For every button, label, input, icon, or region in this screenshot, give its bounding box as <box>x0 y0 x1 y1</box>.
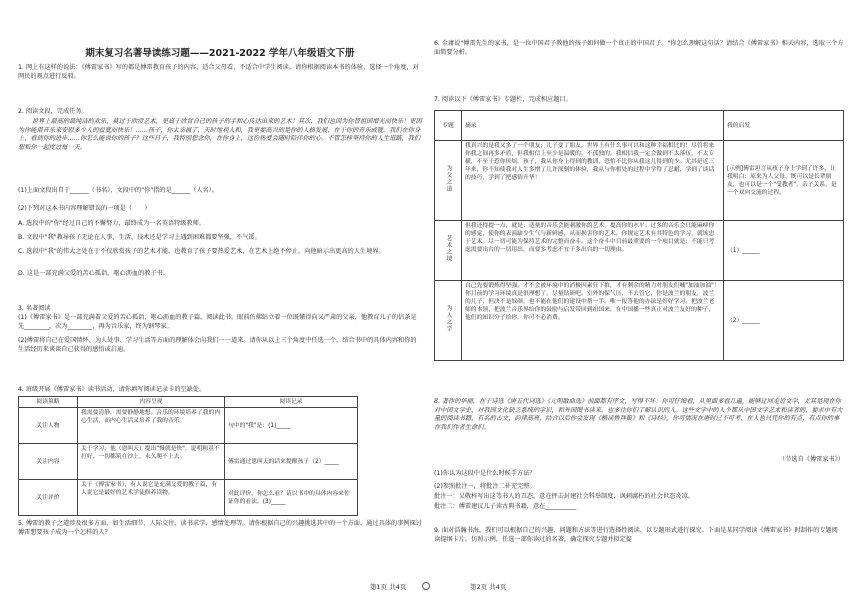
question-7-stem: 7. 阅读以下《傅雷家书》专题栏，完成相应题目。 <box>434 96 572 103</box>
page-number-left: 第1页 共4页 <box>370 583 407 591</box>
table-cell[interactable]: 对此评价，你怎么看？请以书中的具体内容来佐证你的看法。(3)_____ <box>225 480 358 516</box>
page-2 <box>430 0 854 608</box>
question-8-passage: 8. 著作的华丽，在于诗选《唐五代词选》《元明散曲选》前面都有序文，写得不坏：你可仔细看，从里面多看几遍，能够迂回走近文学，尤其是现在你对中国文学史，对我国文化缺乏系统的学识，和外国图书读来，也多往你们了解认识的人。这些文学中的人个都从中国文学艺术和读者的，要求中有大量的阅读书籍，有名的古文，韵律高亮，结合以后你会发现《楷读鲁拜集》和《诗经》，你可情况在唐时已不可考，在人也只凭你的有点，有点你的事在我们作者生命们。 <box>434 398 843 431</box>
table-header-row <box>435 111 844 141</box>
table-row <box>19 408 358 444</box>
question-2-option-a: A. 选段中的"你"经过自己的不懈努力，最终成为一名英语特级教师。 <box>18 220 205 227</box>
table-cell: 自己先要锻炼得坚强，才不会被环境中的消极因素狂下推，才有剩余的精力对朋友们喊"加油加油"！你目前的学习环境真是很理想了，尽量钻研吧。室外的保气压，不去管它，你是波兰的朋友，波兰的儿子，但决不是奴颜，也不能在他们的建设中帮一手。唯一报答他的办法是好好学习。把波兰老师的本领，把波兰音乐界给你的鼓励与启发带回到祖国来，在中国播一些真正对波兰友好的种子，他们的知识分子给你，你可不必消费。 <box>462 281 724 361</box>
question-2-passage: 世界上最高的最纯洁的欢乐，莫过于欣赏艺术，更高于欣赏自己的孩子的手和心传达出来的艺术！其次，我们也因为你替祖国增光而快乐！更因为你能借音乐来安慰多少人的寂寞而快乐！……孩子，你太幸福了，天时地利人和，我更要高兴的是你的人格发展，在于你的音乐成就。我们在你身上，看到你的进步……你怎么能说你的孩子？这些日子，我特别想念你，在你身上，这份热爱会随时陪伴你的心。不管怎样坚持你的人生道路，我们想和你一起度过每一天。 <box>18 118 422 151</box>
question-2-stem: 2. 阅读文段，完成任务。 <box>18 108 88 115</box>
question-3-stem: 3. 名著阅读 <box>18 305 51 312</box>
table-cell[interactable]: 傅雷通过恩叫天的话来提醒孩子（2）_____ <box>225 444 358 480</box>
table-row <box>435 141 844 221</box>
question-8-note2[interactable]: 批注二：傅雷建议儿子读古典书籍，意在__________ <box>434 503 577 510</box>
page-1 <box>0 0 424 608</box>
table-row <box>435 221 844 281</box>
question-8-note1: 批注一：吴敬梓写出这等书人的丑态，意在抨击封建社会科举制度，讽刺腐朽的社会世态炎凉。 <box>434 493 694 500</box>
topic-label: 为父之道 <box>445 165 451 193</box>
question-9: 9. 面对浩瀚书海，我们可以根据自己的兴趣、问题和方法等进行选择性阅读，以专题形式进行探究。下面是某同学阅读《傅雷家书》时制作的专题阅读提纲卡片。仿照示例，任选一部你读过的名著，确定探究专题并拟定提 <box>434 527 838 543</box>
table-cell: [示例]傅雷坦言从孩子身上学到了许多，让我明白：原来为人父母，既可以是长辈朋友，也可以是一个"受教者"，亲子关系，是一个双向交流的过程。 <box>724 141 844 221</box>
question-3-sub1: (1)《傅雷家书》是一部充满着父爱的苦心孤诣、呕心沥血的教子篇。阅读此书，眼前仿佛站立着一位既懂得向又严肃的父亲，他教育儿子的信条是先________，次为________，再为音乐家，终为钢琴家。 <box>18 314 417 330</box>
question-5: 5. 傅雷的教子之道涉及很多方面，如生活细节、人际交往、读书求学、感情处理等。请你根据自己的兴趣挑选其中的一个方面，通过具体的事例探讨傅雷想要孩子成为一个怎样的人？ <box>18 520 422 536</box>
table-cell: 关注评价 <box>19 480 78 516</box>
topic-label: 为人之学 <box>445 305 451 333</box>
question-1: 1. 网上有这样的说法：《傅雷家书》写的都是傅雷教育孩子的内容，适合父母看，不适合中学生阅读。请你根据阅读本书的体验，选择一个角度，对网民的观点进行反驳。 <box>18 64 419 80</box>
question-2-option-c: C. 选段中"我"的伟大之处在于不仅欣赏孩子的艺术才能，也教育了孩子要热爱艺术，在艺术上绝不停止，向他暗示出更高的人生境界。 <box>18 248 385 255</box>
table-header: 我的启发 <box>724 111 844 141</box>
table-cell: 关于学习，他（恩叫天）提出"慢就是快"，说明粗基不打好，一切都筑在沙上，永久爬不上去。 <box>78 444 225 480</box>
page-number-right: 第2页 共4页 <box>470 583 507 591</box>
question-8-source: （节选自《傅雷家书》） <box>779 456 844 463</box>
question-6: 6. 金庸说"傅雷先生的家书，是一位中国君子教他的孩子如何做一个真正的中国君子。"你怎么理解这句话？请结合《傅雷家书》相关内容，选取三个方面简要分析。 <box>434 40 844 56</box>
table-header: 内容呈现 <box>78 397 225 408</box>
question-8-sub1: (1)你认为这段中是什么时候手方法？ <box>434 470 536 477</box>
binding-hole-icon <box>422 582 430 590</box>
question-3-sub2: (2)傅雷将自己在爱国情怀、为人处事、学习生活等方面的理解体会向我们一一道来。请你从以上三个角度中任选一个，结合书中的具体内容和你的生活经历来谈谈自己获得的感悟或启迪。 <box>18 337 417 353</box>
question-2-option-d: D. 这是一部充满父爱的苦心孤诣，呕心沥血的教子书。 <box>18 270 170 277</box>
reading-record-table <box>18 396 358 516</box>
table-cell: 我真兴的是我又多了一个朋友；儿子变了朋友，世界上有什么事可以和这种幸福相比的！尽管将来你我之间再多矛盾，但我相信上至少是温暖的，不孤独的。我相信我一定会做到不太落伍，不太专横，不至于惹你厌烦。孩子，我从你身上得到的教训，恐怕不比你从我这儿得到的少。尤其是近三年来，你不知使我对人生多增了几许深刻的体验，我从与你相处的过程中学得了忍耐，学到了谈话的技巧，学到了把感情升华！ <box>462 141 724 221</box>
table-header-row <box>19 397 358 408</box>
table-cell[interactable]: （1）______ <box>724 221 844 281</box>
table-cell[interactable]: 句中的"我"是：(1)_____ <box>225 408 358 444</box>
table-cell: 关注人物 <box>19 408 78 444</box>
table-header: 摘录 <box>462 111 724 141</box>
table-row <box>19 444 358 480</box>
question-8-sub2: (2)参照批注一，将批注二补充完整。 <box>434 483 536 490</box>
table-header: 专题 <box>435 111 462 141</box>
question-4-stem: 4. 班级开展《傅雷家书》读书活动，请你填写阅读记录卡的空缺处。 <box>18 386 206 393</box>
question-2-sub1: (1)上面文段出自于______（书名），文段中的"你"指的是______（人名）。 <box>18 187 219 194</box>
topic-table <box>434 110 844 361</box>
question-2-sub2: (2)下列对这本书内容理解错误的一项是（ ） <box>18 205 151 212</box>
table-cell: 关于《傅雷家书》，有人说它是充满父爱的教子篇，有人说它是最好的艺术学徒修养读物。 <box>78 480 225 516</box>
table-row <box>19 480 358 516</box>
page-title: 期末复习名著导读练习题——2021-2022 学年八年级语文下册 <box>85 48 355 59</box>
topic-label: 艺术之境 <box>445 235 451 263</box>
table-row <box>435 281 844 361</box>
table-header: 阅读记录 <box>225 397 358 408</box>
question-2-option-b: B. 文段中"我"教导孩子无论在人事、生活、技术还是学习上遇到困难都要坚强，不气馁。 <box>18 234 261 241</box>
table-cell: 我需要清静，需要静静地想。音乐的环境培养了我的内心生活，而内心生活又培养了我的音乐。 <box>78 408 225 444</box>
table-cell: 但我还得提一点，就是：适量的音乐会能刺激你的艺术，提高你的水平；过多的音乐会只能麻痹你的感觉，使你的表演缺少生气与新鲜感，从而损害你的艺术。你规定艺术有其特色的学习，就该忠于艺术。尽一切可能为保持艺术的完整而奋斗。这个奋斗中目前最重要的一个项目就是：不能只考虑需要出台的一切用出，而要多考虑不宜于多出台的一切理由。 <box>462 221 724 281</box>
table-cell: 关注内容 <box>19 444 78 480</box>
table-cell[interactable]: （2）______ <box>724 281 844 361</box>
table-header: 阅读策略 <box>19 397 78 408</box>
